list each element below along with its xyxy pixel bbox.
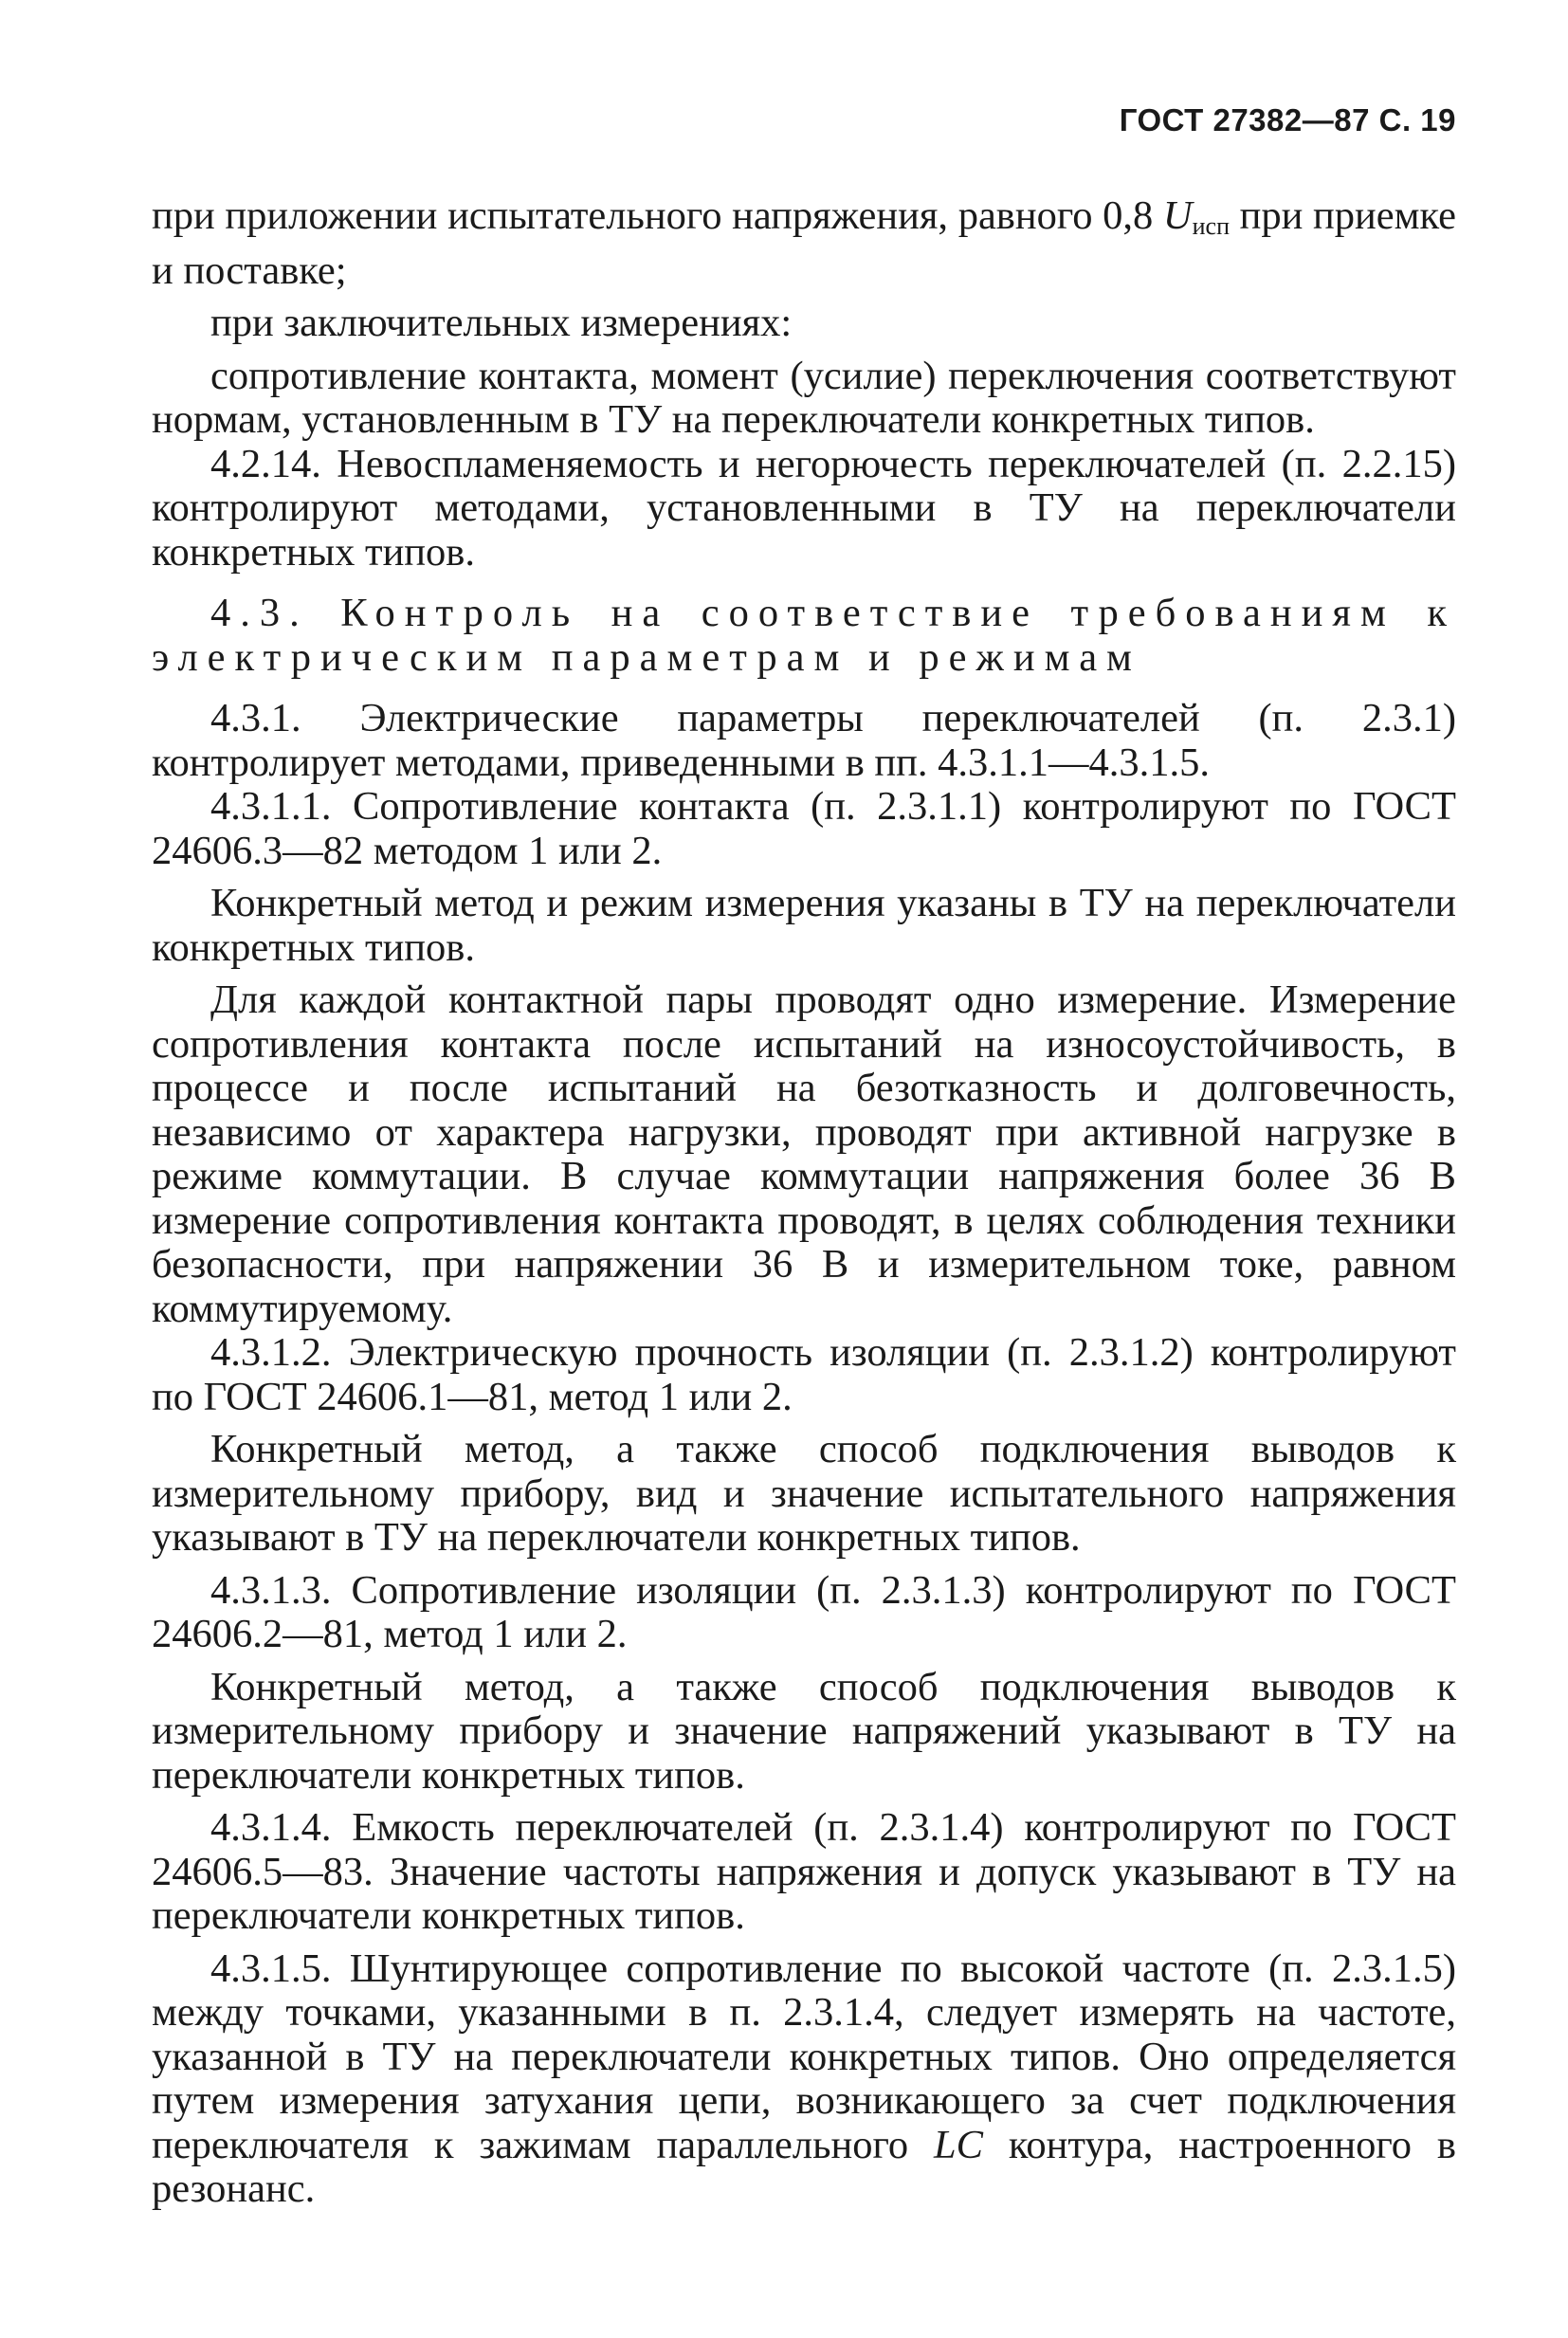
voltage-variable: U [1162,193,1193,238]
paragraph: 4.2.14. Невоспламеняемость и негорючесть переключателей (п. 2.2.15) контролируют методами, установленными в ТУ на переключатели конкретных типов. [152,441,1456,575]
paragraph: Конкретный метод и режим измерения указаны в ТУ на переключатели конкретных типов. [152,881,1456,970]
paragraph: 4.3.1.2. Электрическую прочность изоляции (п. 2.3.1.2) контролируют по ГОСТ 24606.1—81, метод 1 или 2. [152,1330,1456,1419]
paragraph: 4.3.1.1. Сопротивление контакта (п. 2.3.1.1) контролируют по ГОСТ 24606.3—82 методом 1 или 2. [152,784,1456,873]
paragraph: Конкретный метод, а также способ подключения выводов к измерительному прибору, вид и значение испытательного напряжения указывают в ТУ на переключатели конкретных типов. [152,1427,1456,1560]
paragraph: при заключительных измерениях: [210,301,793,345]
paragraph: Конкретный метод, а также способ подключения выводов к измерительному прибору и значение напряжений указывают в ТУ на переключатели конкретных типов. [152,1664,1456,1798]
paragraph: 4.3.1.4. Емкость переключателей (п. 2.3.1.4) контролируют по ГОСТ 24606.5—83. Значение частоты напряжения и допуск указывают в ТУ на переключатели конкретных типов. [152,1805,1456,1938]
paragraph: сопротивление контакта, момент (усилие) переключения соответствуют нормам, установленным в ТУ на переключатели конкретных типов. [152,353,1456,442]
paragraph [152,194,1456,293]
paragraph-text: при приложении испытательного напряжения, равного 0,8 [152,193,1163,238]
paragraph: 4.3.1.3. Сопротивление изоляции (п. 2.3.1.3) контролируют по ГОСТ 24606.2—81, метод 1 или 2. [152,1567,1456,1656]
circuit-variable: LC [933,2122,983,2167]
document-body [152,194,1456,2212]
paragraph: 4.3.1. Электрические параметры переключателей (п. 2.3.1) контролирует методами, приведенными в пп. 4.3.1.1—4.3.1.5. [152,696,1456,785]
page-header: ГОСТ 27382—87 С. 19 [1119,102,1456,137]
voltage-subscript: исп [1192,212,1230,240]
paragraph: Для каждой контактной пары проводят одно измерение. Измерение сопротивления контакта после испытаний на износоустойчивость, в процессе и после испытаний на безотказность и долговечность, независимо от характера нагрузки, проводят при активной нагрузке в режиме коммутации. В случае коммутации напряжения более 36 В измерение сопротивления контакта проводят, в целях соблюдения техники безопасности, при напряжении 36 В и измерительном токе, равном коммутируемому. [152,977,1456,1331]
paragraph-text: 4.3.1.5. Шунтирующее сопротивление по высокой частоте (п. 2.3.1.5) между точками, указанными в п. 2.3.1.4, следует измерять на частоте, указанной в ТУ на переключатели конкретных типов. Оно определяется путем измерения затухания цепи, возникающего за счет подключения переключателя к зажимам параллельного [152,1945,1456,2167]
paragraph-text: контура, настроенного в резонанс. [152,2122,1456,2211]
section-heading: 4.3. Контроль на соответствие требованиям к электрическим параметрам и режимам [152,591,1456,680]
paragraph [152,1947,1456,2212]
paragraph-text: при приемке и поставке; [152,193,1456,293]
